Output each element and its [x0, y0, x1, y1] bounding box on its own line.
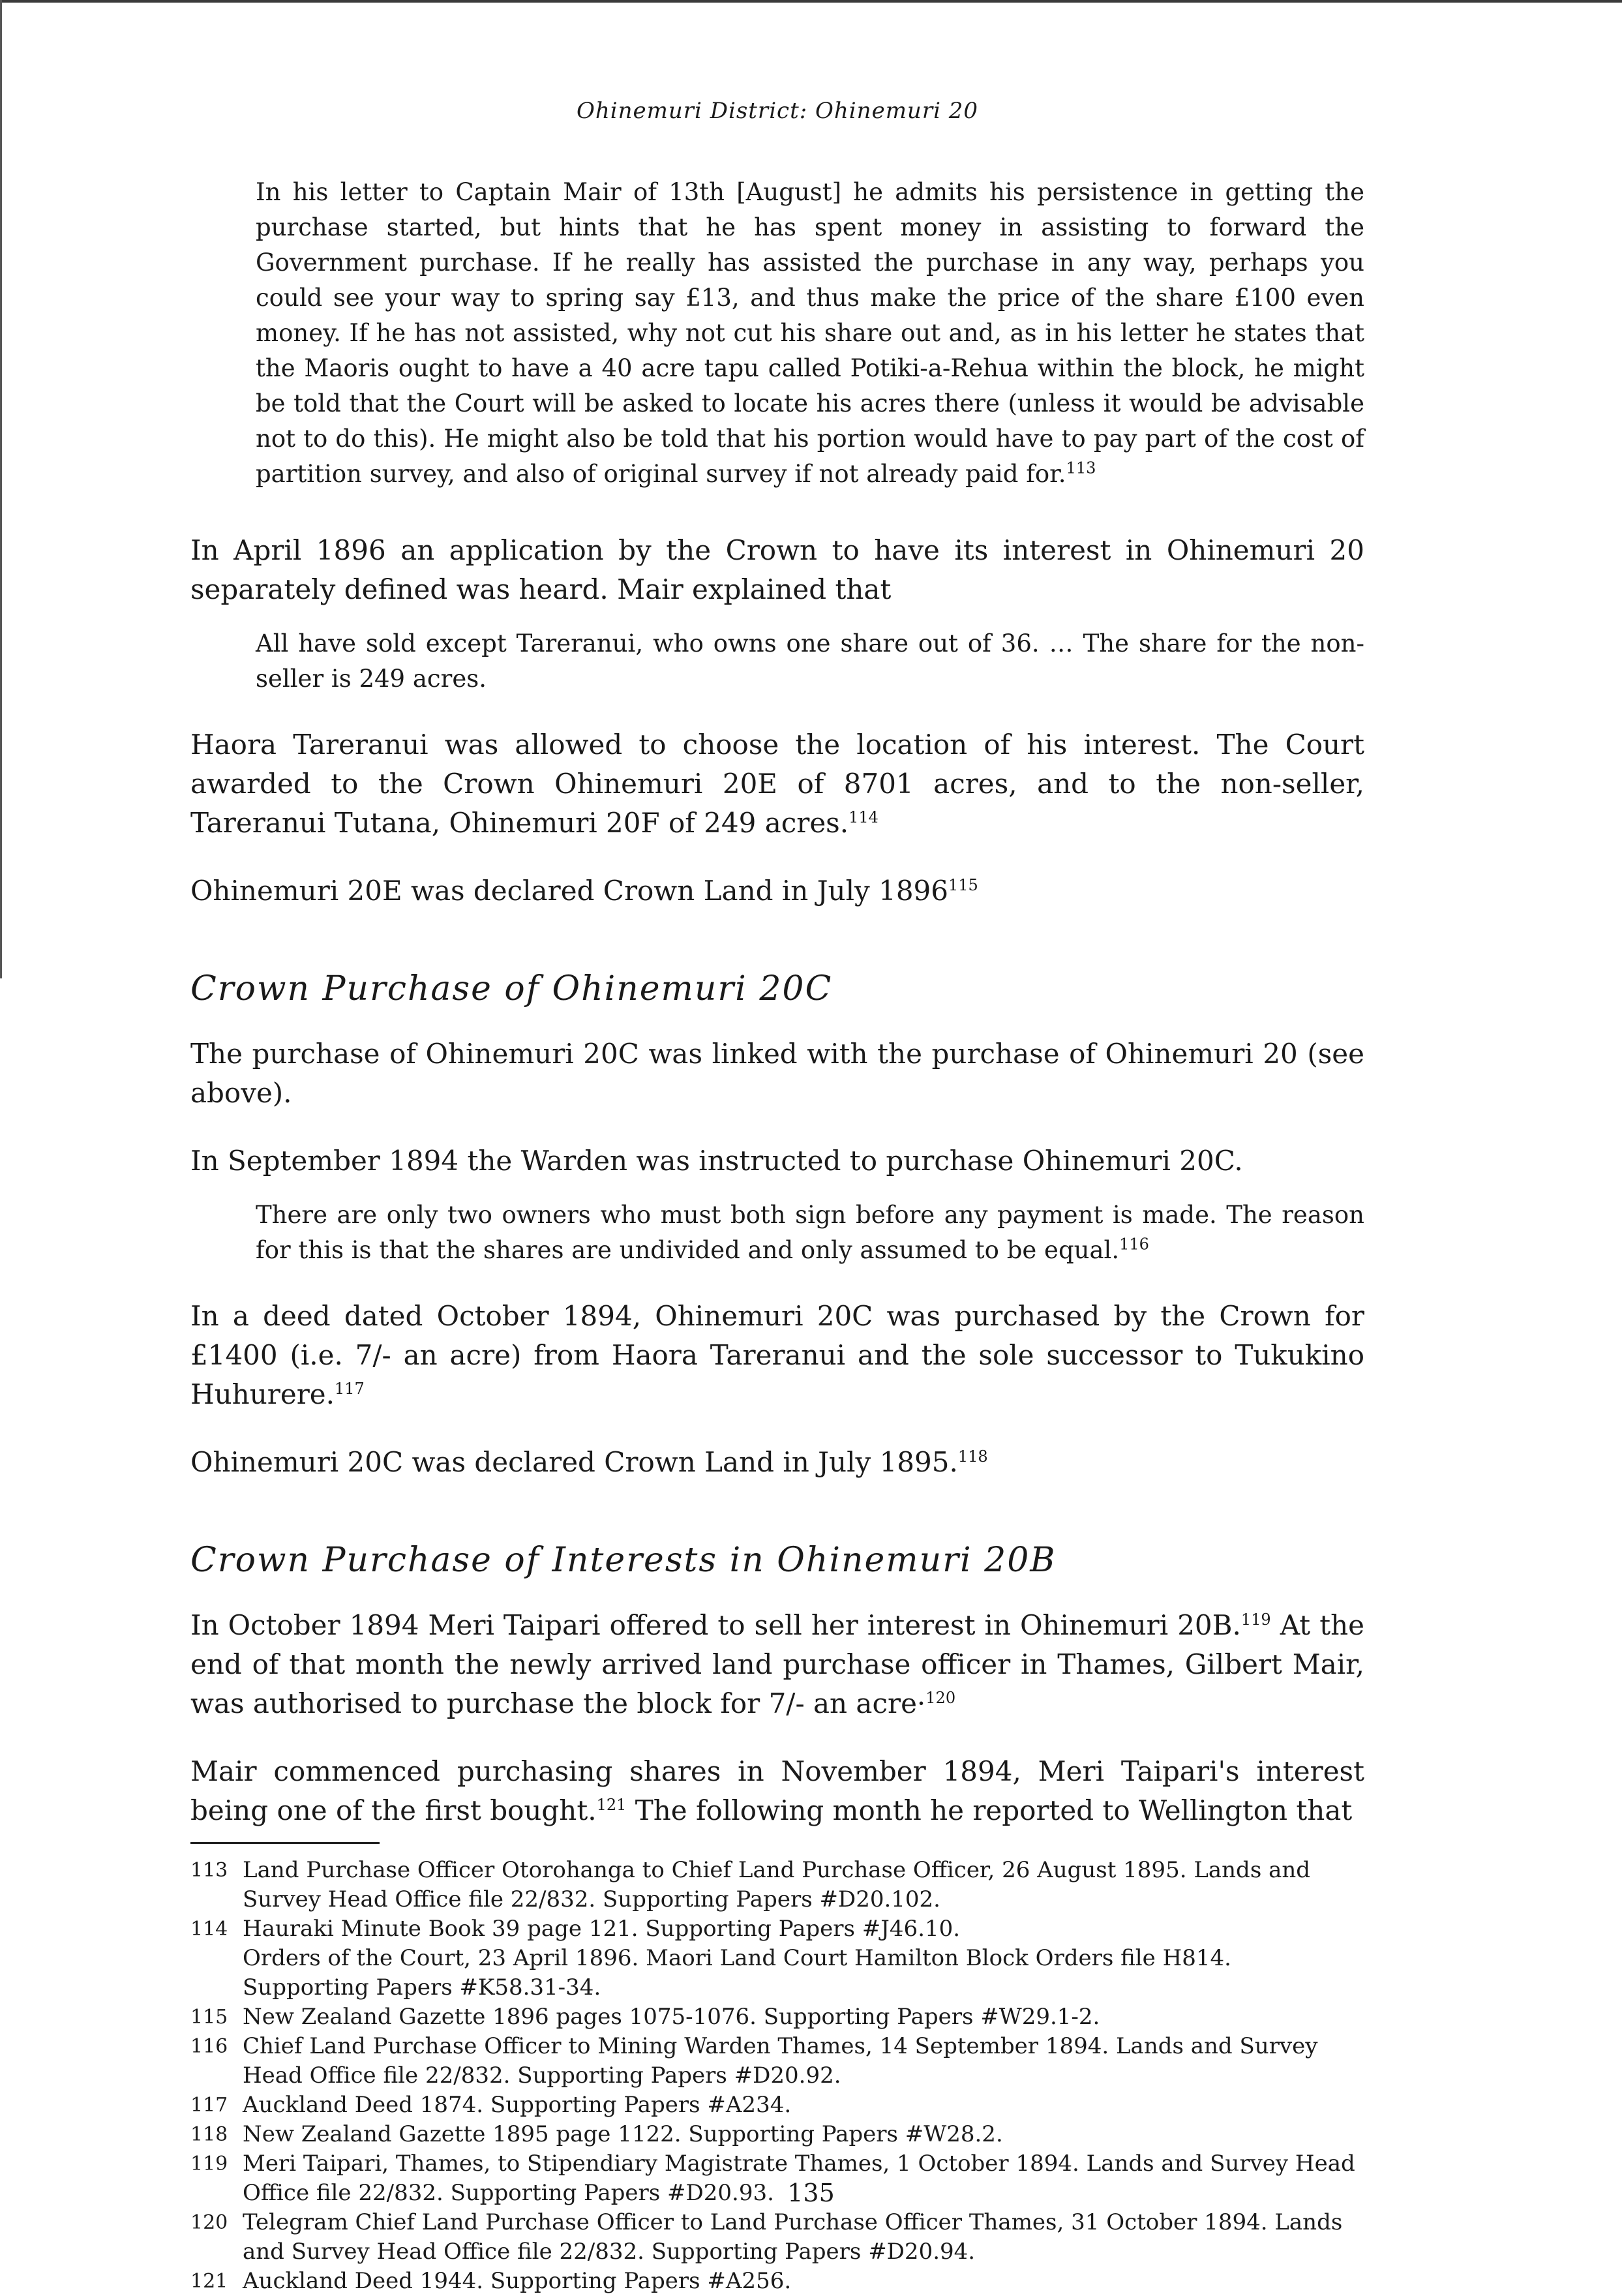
footnote-ref[interactable]: 115	[948, 876, 978, 894]
running-head: Ohinemuri District: Ohinemuri 20	[576, 98, 979, 124]
footnote-ref[interactable]: 120	[925, 1689, 956, 1707]
paragraph	[190, 871, 1364, 911]
footnote-number: 115	[190, 2006, 228, 2029]
quote-text: There are only two owners who must both sign before any payment is made. The reason for this is that the shares are undivided and only assumed to be equal.	[256, 1201, 1364, 1264]
footnote-text	[243, 2208, 1364, 2267]
footnote-line: Land Purchase Officer Otorohanga to Chief Land Purchase Officer, 26 August 1895. Lands and Survey Head Office file 22/832. Supporting Papers #D20.102.	[243, 1857, 1311, 1912]
scan-edge-top	[0, 0, 1622, 3]
block-quote-2: All have sold except Tareranui, who owns one share out of 36. … The share for the non-seller is 249 acres.	[256, 629, 1364, 693]
footnote-text	[243, 1856, 1364, 1914]
paragraph	[190, 725, 1364, 843]
footnote-number: 120	[190, 2211, 228, 2234]
footnote-ref[interactable]: 113	[1066, 459, 1096, 477]
footnote-ref[interactable]: 117	[335, 1380, 365, 1398]
footnote-ref[interactable]: 119	[1240, 1610, 1271, 1629]
section-heading: Crown Purchase of Interests in Ohinemuri 20B	[190, 1541, 1057, 1580]
footnote-line: Auckland Deed 1944. Supporting Papers #A256.	[243, 2268, 792, 2294]
footnote-item	[190, 2032, 1364, 2091]
footnote-line: Meri Taipari, Thames, to Stipendiary Magistrate Thames, 1 October 1894. Lands and Survey Head Office file 22/832. Supporting Papers #D20.93.	[243, 2151, 1355, 2206]
paragraph	[190, 1297, 1364, 1414]
footnote-text	[243, 2032, 1364, 2091]
page-number: 135	[787, 2179, 835, 2207]
footnote-item	[190, 1856, 1364, 1914]
paragraph: In September 1894 the Warden was instructed to purchase Ohinemuri 20C.	[190, 1145, 1243, 1177]
block-quote-1	[256, 175, 1364, 492]
footnote-number: 117	[190, 2094, 228, 2117]
footnote-text	[243, 2091, 1364, 2120]
paragraph-text: Ohinemuri 20C was declared Crown Land in July 1895.	[190, 1446, 958, 1478]
paragraph-text: In October 1894 Meri Taipari offered to sell her interest in Ohinemuri 20B.	[190, 1609, 1241, 1641]
paragraph-text: Haora Tareranui was allowed to choose the location of his interest. The Court awarded to the Crown Ohinemuri 20E of 8701 acres, and to the non-seller, Tareranui Tutana, Ohinemuri 20F of 249 acres.	[190, 729, 1364, 839]
paragraph-text: At the end of that month the newly arrived land purchase officer in Thames, Gilbert Mair, was authorised to purchase the block for 7/- an acre·	[190, 1609, 1364, 1719]
footnote-item	[190, 2002, 1364, 2032]
block-quote-3	[256, 1198, 1364, 1268]
footnote-ref[interactable]: 114	[849, 808, 879, 826]
paragraph-text: Ohinemuri 20E was declared Crown Land in July 1896	[190, 875, 948, 907]
footnote-item	[190, 2091, 1364, 2120]
footnote-line: New Zealand Gazette 1895 page 1122. Supporting Papers #W28.2.	[243, 2121, 1003, 2147]
footnote-rule	[190, 1842, 380, 1844]
footnote-text	[243, 2002, 1364, 2032]
paragraph: The purchase of Ohinemuri 20C was linked with the purchase of Ohinemuri 20 (see above).	[190, 1038, 1364, 1109]
paragraph	[190, 1752, 1364, 1830]
footnote-number: 116	[190, 2035, 228, 2058]
footnote-number: 114	[190, 1918, 228, 1941]
footnotes	[190, 1856, 1364, 2296]
scan-edge-left	[0, 0, 2, 978]
footnote-line: Telegram Chief Land Purchase Officer to Land Purchase Officer Thames, 31 October 1894. Lands and Survey Head Office file 22/832. Supporting Papers #D20.94.	[243, 2209, 1343, 2265]
footnote-line: Orders of the Court, 23 April 1896. Maori Land Court Hamilton Block Orders file H814. Supporting Papers #K58.31-34.	[243, 1945, 1231, 2001]
footnote-line: Auckland Deed 1874. Supporting Papers #A234.	[243, 2092, 792, 2118]
paragraph-text: In a deed dated October 1894, Ohinemuri 20C was purchased by the Crown for £1400 (i.e. 7/- an acre) from Haora Tareranui and the sole successor to Tukukino Huhurere.	[190, 1300, 1364, 1410]
paragraph	[190, 1606, 1364, 1723]
footnote-ref[interactable]: 121	[596, 1796, 627, 1814]
footnote-text	[243, 2120, 1364, 2149]
footnote-ref[interactable]: 116	[1119, 1235, 1149, 1254]
footnote-item	[190, 1914, 1364, 2002]
footnote-number: 118	[190, 2123, 228, 2146]
footnote-number: 121	[190, 2270, 228, 2293]
footnote-text	[243, 2267, 1364, 2296]
quote-text: In his letter to Captain Mair of 13th [August] he admits his persistence in getting the purchase started, but hints that he has spent money in assisting to forward the Government purchase. If he really has assisted the purchase in any way, perhaps you could see your way to spring say £13, and thus make the price of the share £100 even money. If he has not assisted, why not cut his share out and, as in his letter he states that the Maoris ought to have a 40 acre tapu called Potiki-a-Rehua within the block, he might be told that the Court will be asked to locate his acres there (unless it would be advisable not to do this). He might also be told that his portion would have to pay part of the cost of partition survey, and also of original survey if not already paid for.	[256, 178, 1364, 488]
footnote-item	[190, 2208, 1364, 2267]
footnote-number: 113	[190, 1859, 228, 1882]
footnote-number: 119	[190, 2152, 228, 2175]
footnote-item	[190, 2267, 1364, 2296]
footnote-line: New Zealand Gazette 1896 pages 1075-1076. Supporting Papers #W29.1-2.	[243, 2004, 1100, 2030]
document-page	[190, 98, 1364, 2296]
paragraph	[190, 1443, 1364, 1482]
footnote-ref[interactable]: 118	[957, 1447, 988, 1466]
footnote-item	[190, 2120, 1364, 2149]
paragraph-text: The following month he reported to Wellington that	[626, 1794, 1353, 1826]
footnote-line: Hauraki Minute Book 39 page 121. Supporting Papers #J46.10.	[243, 1916, 961, 1942]
paragraph: In April 1896 an application by the Crown to have its interest in Ohinemuri 20 separately defined was heard. Mair explained that	[190, 534, 1364, 605]
paragraph-text: Mair commenced purchasing shares in November 1894, Meri Taipari's interest being one of the first bought.	[190, 1755, 1364, 1826]
section-heading: Crown Purchase of Ohinemuri 20C	[190, 969, 833, 1008]
footnote-line: Chief Land Purchase Officer to Mining Warden Thames, 14 September 1894. Lands and Survey Head Office file 22/832. Supporting Papers #D20.92.	[243, 2033, 1318, 2089]
footnote-text	[243, 1914, 1364, 2002]
